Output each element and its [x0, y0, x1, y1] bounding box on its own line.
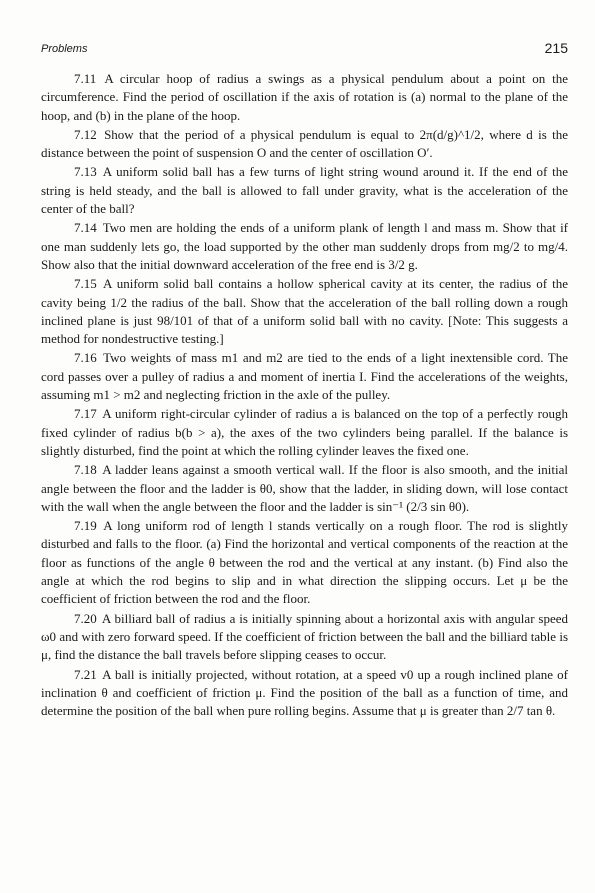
- problem-number: 7.12: [74, 126, 97, 142]
- problem-text: A ladder leans against a smooth vertical wall. If the floor is also smooth, and the initial angle between the floor and the ladder is θ0, show that the ladder, in sliding down, will lose contact with the wall when the angle between the floor and the ladder is sin⁻¹ (2/3 sin θ0).: [41, 462, 568, 514]
- problem-7-13: [41, 163, 568, 218]
- problem-7-19: [41, 517, 568, 608]
- problem-7-20: [41, 610, 568, 665]
- problem-text: A uniform solid ball has a few turns of light string wound around it. If the end of the string is held steady, and the ball is allowed to fall under gravity, what is the acceleration of the center of the ball?: [41, 164, 568, 217]
- problem-text: A long uniform rod of length l stands vertically on a rough floor. The rod is slightly disturbed and falls to the floor. (a) Find the horizontal and vertical components of the reaction at the floor as functions of the angle θ between the rod and the vertical at any instant. (b) Find also the angle at which the rod begins to slip and in what direction the slipping occurs. Let μ be the coefficient of friction between the rod and the floor.: [41, 518, 568, 607]
- problem-number: 7.21: [74, 666, 97, 682]
- problem-7-18: [41, 461, 568, 516]
- problem-number: 7.19: [74, 518, 97, 534]
- problem-text: A billiard ball of radius a is initially spinning about a horizontal axis with angular speed ω0 and with zero forward speed. If the coefficient of friction between the ball and the billiard table is μ, find the distance the ball travels before slipping ceases to occur.: [41, 610, 568, 663]
- problem-7-11: [41, 70, 568, 125]
- problem-7-12: [41, 126, 568, 163]
- problem-number: 7.18: [74, 462, 97, 478]
- problem-text: Two men are holding the ends of a uniform plank of length l and mass m. Show that if one man suddenly lets go, the load supported by the other man suddenly drops from mg/2 to mg/4. Show also that the initial downward acceleration of the free end is 3/2 g.: [41, 220, 569, 272]
- problem-7-17: [41, 405, 568, 460]
- problem-7-16: [41, 349, 568, 404]
- problem-7-21: [41, 666, 568, 721]
- problem-number: 7.13: [74, 164, 97, 180]
- problem-text: A circular hoop of radius a swings as a physical pendulum about a point on the circumference. Find the period of oscillation if the axis of rotation is (a) normal to the plane of the hoop, and (b) in the plane of the hoop.: [41, 71, 568, 123]
- problem-number: 7.15: [74, 276, 97, 292]
- problem-text: Show that the period of a physical pendulum is equal to 2π(d/g)^1/2, where d is the distance between the point of suspension O and the center of oscillation O′.: [41, 126, 568, 161]
- problem-text: A uniform solid ball contains a hollow spherical cavity at its center, the radius of the cavity being 1/2 the radius of the ball. Show that the acceleration of the ball rolling down a rough inclined plane is just 98/101 of that of a uniform solid ball with no cavity. [Note: This suggests a method for nondestructive testing.]: [41, 276, 568, 347]
- problem-text: A ball is initially projected, without rotation, at a speed v0 up a rough inclined plane of inclination θ and coefficient of friction μ. Find the position of the ball as a function of time, and determine the position of the ball when pure rolling begins. Assume that μ is greater than 2/7 tan θ.: [41, 666, 568, 719]
- problem-number: 7.14: [74, 220, 97, 236]
- page-header: [41, 40, 568, 66]
- problem-number: 7.11: [74, 71, 97, 86]
- problem-number: 7.20: [74, 610, 97, 626]
- running-head: Problems: [41, 43, 88, 55]
- problem-number: 7.17: [74, 406, 97, 422]
- problem-list: [41, 70, 568, 720]
- problem-number: 7.16: [74, 350, 97, 366]
- problem-7-14: [41, 219, 568, 274]
- page-number: 215: [544, 40, 568, 56]
- problem-text: A uniform right-circular cylinder of radius a is balanced on the top of a perfectly rough fixed cylinder of radius b(b > a), the axes of the two cylinders being parallel. If the balance is slightly disturbed, find the point at which the rolling cylinder leaves the fixed one.: [41, 406, 568, 458]
- problem-text: Two weights of mass m1 and m2 are tied to the ends of a light inextensible cord. The cord passes over a pulley of radius a and moment of inertia I. Find the accelerations of the weights, assuming m1 > m2 and neglecting friction in the axle of the pulley.: [41, 350, 569, 403]
- problem-7-15: [41, 275, 568, 348]
